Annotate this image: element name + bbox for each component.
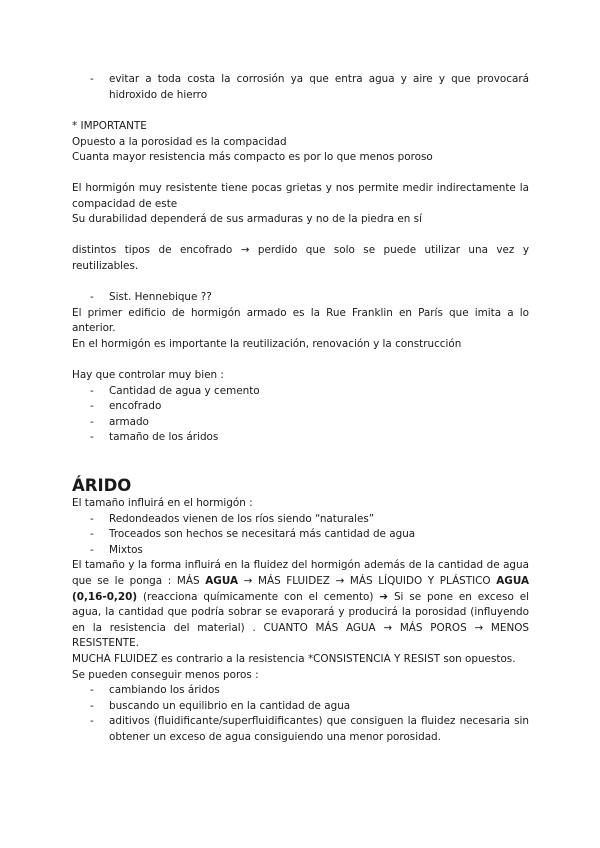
poros-intro: Se pueden conseguir menos poros : (72, 668, 259, 681)
controlar-item-text: armado (109, 415, 149, 428)
importante-block (72, 119, 529, 166)
list-item (72, 527, 529, 543)
arido-paragraph-text-2: → MÁS FLUIDEZ → MÁS LÍQUIDO Y PLÁSTICO (237, 574, 497, 587)
controlar-block (72, 368, 529, 446)
arido-heading: ÁRIDO (72, 476, 132, 495)
importante-line-1: Opuesto a la porosidad es la compacidad (72, 135, 287, 148)
list-item (72, 512, 529, 528)
list-item (72, 399, 529, 415)
controlar-intro: Hay que controlar muy bien : (72, 369, 224, 381)
importante-heading: * IMPORTANTE (72, 120, 147, 132)
hennebique-text: Sist. Hennebique ?? (109, 291, 212, 303)
arido-item-text: Redondeados vienen de los ríos siendo “naturales” (109, 512, 375, 525)
bullet-dash: - (90, 384, 94, 397)
hormigon-resistente-line-2: Su durabilidad dependerá de sus armaduras y no de la piedra en sí (72, 213, 422, 226)
arido-intro: El tamaño influirá en el hormigón : (72, 497, 253, 509)
importante-line-2: Cuanta mayor resistencia más compacto es por lo que menos poroso (72, 151, 433, 164)
hormigon-resistente-block (72, 181, 529, 228)
bullet-dash: - (90, 415, 94, 428)
hormigon-resistente-line-1: El hormigón muy resistente tiene pocas grietas y nos permite medir indirectamente la compacidad de este (72, 182, 529, 210)
arido-paragraph-text-1: El tamaño y la forma influirá en la fluidez del hormigón además de la cantidad de agua que se le ponga : MÁS (72, 559, 529, 587)
fluidez-text: MUCHA FLUIDEZ es contrario a la resistencia *CONSISTENCIA Y RESIST son opuestos. (72, 652, 516, 665)
list-item (72, 683, 529, 699)
agua-bold: AGUA (205, 574, 238, 587)
controlar-item-text: encofrado (109, 400, 162, 413)
bullet-dash: - (90, 715, 94, 728)
agua-ratio-bold: AGUA (0,16-0,20) (72, 574, 529, 603)
hennebique-block (72, 290, 529, 352)
bullet-dash: - (90, 543, 94, 556)
bullet-dash: - (90, 512, 94, 525)
list-item (72, 415, 529, 431)
list-item (72, 543, 529, 559)
encofrado-text: distintos tipos de encofrado → perdido que solo se puede utilizar una vez y reutilizables. (72, 244, 529, 272)
bullet-dash: - (90, 528, 94, 541)
arido-paragraph-text-3: (reacciona químicamente con el cemento) ➔ Si se pone en exceso el agua, la cantidad que podría sobrar se evaporará y producirá la porosidad (influyendo en la resistencia del material) . CUANTO MÁS AGUA → MÁS POROS → MENOS RESISTENTE. (72, 590, 529, 650)
bullet-dash: - (90, 400, 94, 413)
arido-item-text: Troceados son hechos se necesitará más cantidad de agua (109, 528, 416, 541)
poros-item-text: aditivos (fluidificante/superfluidificantes) que consiguen la fluidez necesaria sin obtener un exceso de agua consiguiendo una menor porosidad. (109, 715, 529, 743)
poros-item-text: cambiando los áridos (109, 684, 220, 697)
reutilizacion-text: En el hormigón es importante la reutilización, renovación y la construcción (72, 337, 462, 350)
controlar-item-text: Cantidad de agua y cemento (109, 384, 260, 397)
arido-section (72, 476, 529, 746)
controlar-item-text: tamaño de los áridos (109, 431, 219, 444)
bullet-dash: - (90, 684, 94, 697)
bullet-dash: - (90, 73, 94, 85)
arido-item-text: Mixtos (109, 543, 143, 556)
franklin-text: El primer edificio de hormigón armado es la Rue Franklin en París que imita a lo anterior. (72, 306, 529, 335)
bullet-dash: - (90, 291, 94, 303)
list-item (72, 72, 529, 103)
corrosion-text: evitar a toda costa la corrosión ya que entra agua y aire y que provocará hidroxido de hierro (109, 73, 529, 101)
list-item (72, 714, 529, 745)
corrosion-bullet-block (72, 72, 529, 103)
bullet-dash: - (90, 699, 94, 712)
encofrado-block (72, 243, 529, 274)
bullet-dash: - (90, 431, 94, 444)
list-item (72, 290, 529, 306)
list-item (72, 699, 529, 715)
list-item (72, 430, 529, 446)
poros-item-text: buscando un equilibrio en la cantidad de agua (109, 699, 351, 712)
list-item (72, 384, 529, 400)
arido-paragraph (72, 558, 529, 652)
